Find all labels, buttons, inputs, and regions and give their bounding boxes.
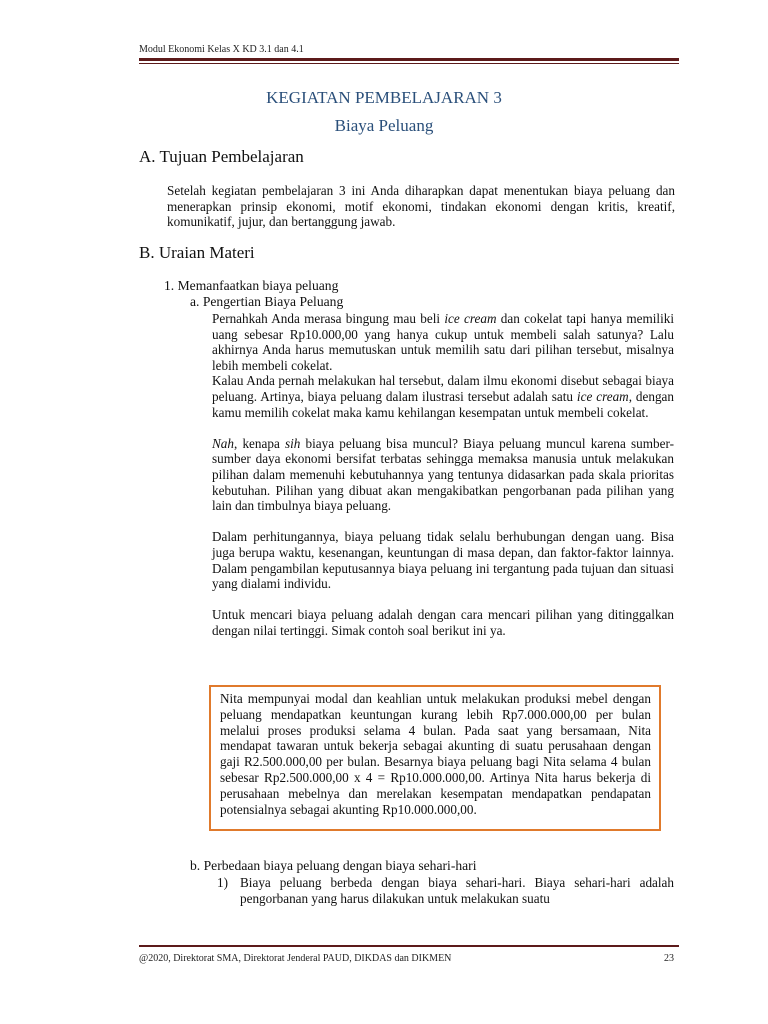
module-header: Modul Ekonomi Kelas X KD 3.1 dan 4.1 [139, 44, 304, 55]
paragraph-2: Kalau Anda pernah melakukan hal tersebut, dalam ilmu ekonomi disebut sebagai biaya peluang. Artinya, biaya peluang dalam ilustrasi tersebut adalah satu ice cream, dengan kamu memilih cokelat maka kamu kehilangan kesempatan untuk membeli cokelat. [212, 373, 674, 420]
section-b-body [212, 311, 674, 638]
header-rule [139, 58, 679, 61]
footer-credit: @2020, Direktorat SMA, Direktorat Jenderal PAUD, DIKDAS dan DIKMEN [139, 953, 452, 964]
example-box [209, 685, 661, 831]
sub-b-item-1-text: Biaya peluang berbeda dengan biaya sehari-hari. Biaya sehari-hari adalah pengorbanan yang harus dilakukan untuk melakukan suatu [240, 875, 674, 906]
item-1-heading: 1. Memanfaatkan biaya peluang [164, 278, 339, 293]
example-text: Nita mempunyai modal dan keahlian untuk melakukan produksi mebel dengan peluang mendapatkan keuntungan kurang lebih Rp7.000.000,00 per bulan melalui proses produksi selama 4 bulan. Pada saat yang bersamaan, Nita mendapat tawaran untuk bekerja sebagai akunting di suatu perusahaan dengan gaji R2.500.000,00 per bulan. Besarnya biaya peluang bagi Nita selama 4 bulan sebesar Rp2.500.000,00 x 4 = Rp10.000.000,00. Artinya Nita harus bekerja di perusahaan mebelnya dan merelakan kesempatan mendapatkan pendapatan potensialnya sebagai akunting Rp10.000.000,00. [220, 691, 651, 817]
paragraph-4: Dalam perhitungannya, biaya peluang tidak selalu berhubungan dengan uang. Bisa juga berupa waktu, kesenangan, keuntungan di masa depan, dan faktor-faktor lainnya. Dalam pengambilan keputusannya biaya peluang ini tergantung pada tujuan dan situasi yang dialami individu. [212, 529, 674, 592]
paragraph-5: Untuk mencari biaya peluang adalah dengan cara mencari pilihan yang ditinggalkan dengan nilai tertinggi. Simak contoh soal berikut ini ya. [212, 607, 674, 638]
lesson-title: KEGIATAN PEMBELAJARAN 3 [266, 88, 502, 107]
footer-rule [139, 945, 679, 947]
section-b-heading: B. Uraian Materi [139, 243, 255, 262]
page-number: 23 [664, 953, 674, 964]
sub-a-heading: a. Pengertian Biaya Peluang [190, 294, 344, 309]
lesson-subtitle: Biaya Peluang [334, 116, 434, 135]
sub-b-item-1-number: 1) [217, 875, 228, 890]
paragraph-1: Pernahkah Anda merasa bingung mau beli ice cream dan cokelat tapi hanya memiliki uang sebesar Rp10.000,00 yang hanya cukup untuk membeli salah satunya? Lalu akhirnya Anda harus memutuskan untuk memilih satu dari pilihan tersebut, misalnya lebih membeli cokelat. [212, 311, 675, 373]
section-a-text: Setelah kegiatan pembelajaran 3 ini Anda diharapkan dapat menentukan biaya peluang dan menerapkan prinsip ekonomi, motif ekonomi, tindakan ekonomi dengan kritis, kreatif, komunikatif, jujur, dan bertanggung jawab. [167, 183, 675, 230]
header-rule-thin [139, 63, 679, 64]
paragraph-3: Nah, kenapa sih biaya peluang bisa muncul? Biaya peluang muncul karena sumber-sumber daya ekonomi bersifat terbatas sehingga memaksa manusia untuk melakukan pilihan dalam memenuhi kebutuhannya yang tentunya didasarkan pada skala prioritas kebutuhan. Pilihan yang dibuat akan mengakibatkan pengorbanan pada pilihan yang lain dan timbulnya biaya peluang. [212, 435, 674, 514]
section-a-heading: A. Tujuan Pembelajaran [139, 147, 304, 166]
sub-b-heading: b. Perbedaan biaya peluang dengan biaya sehari-hari [190, 858, 477, 873]
